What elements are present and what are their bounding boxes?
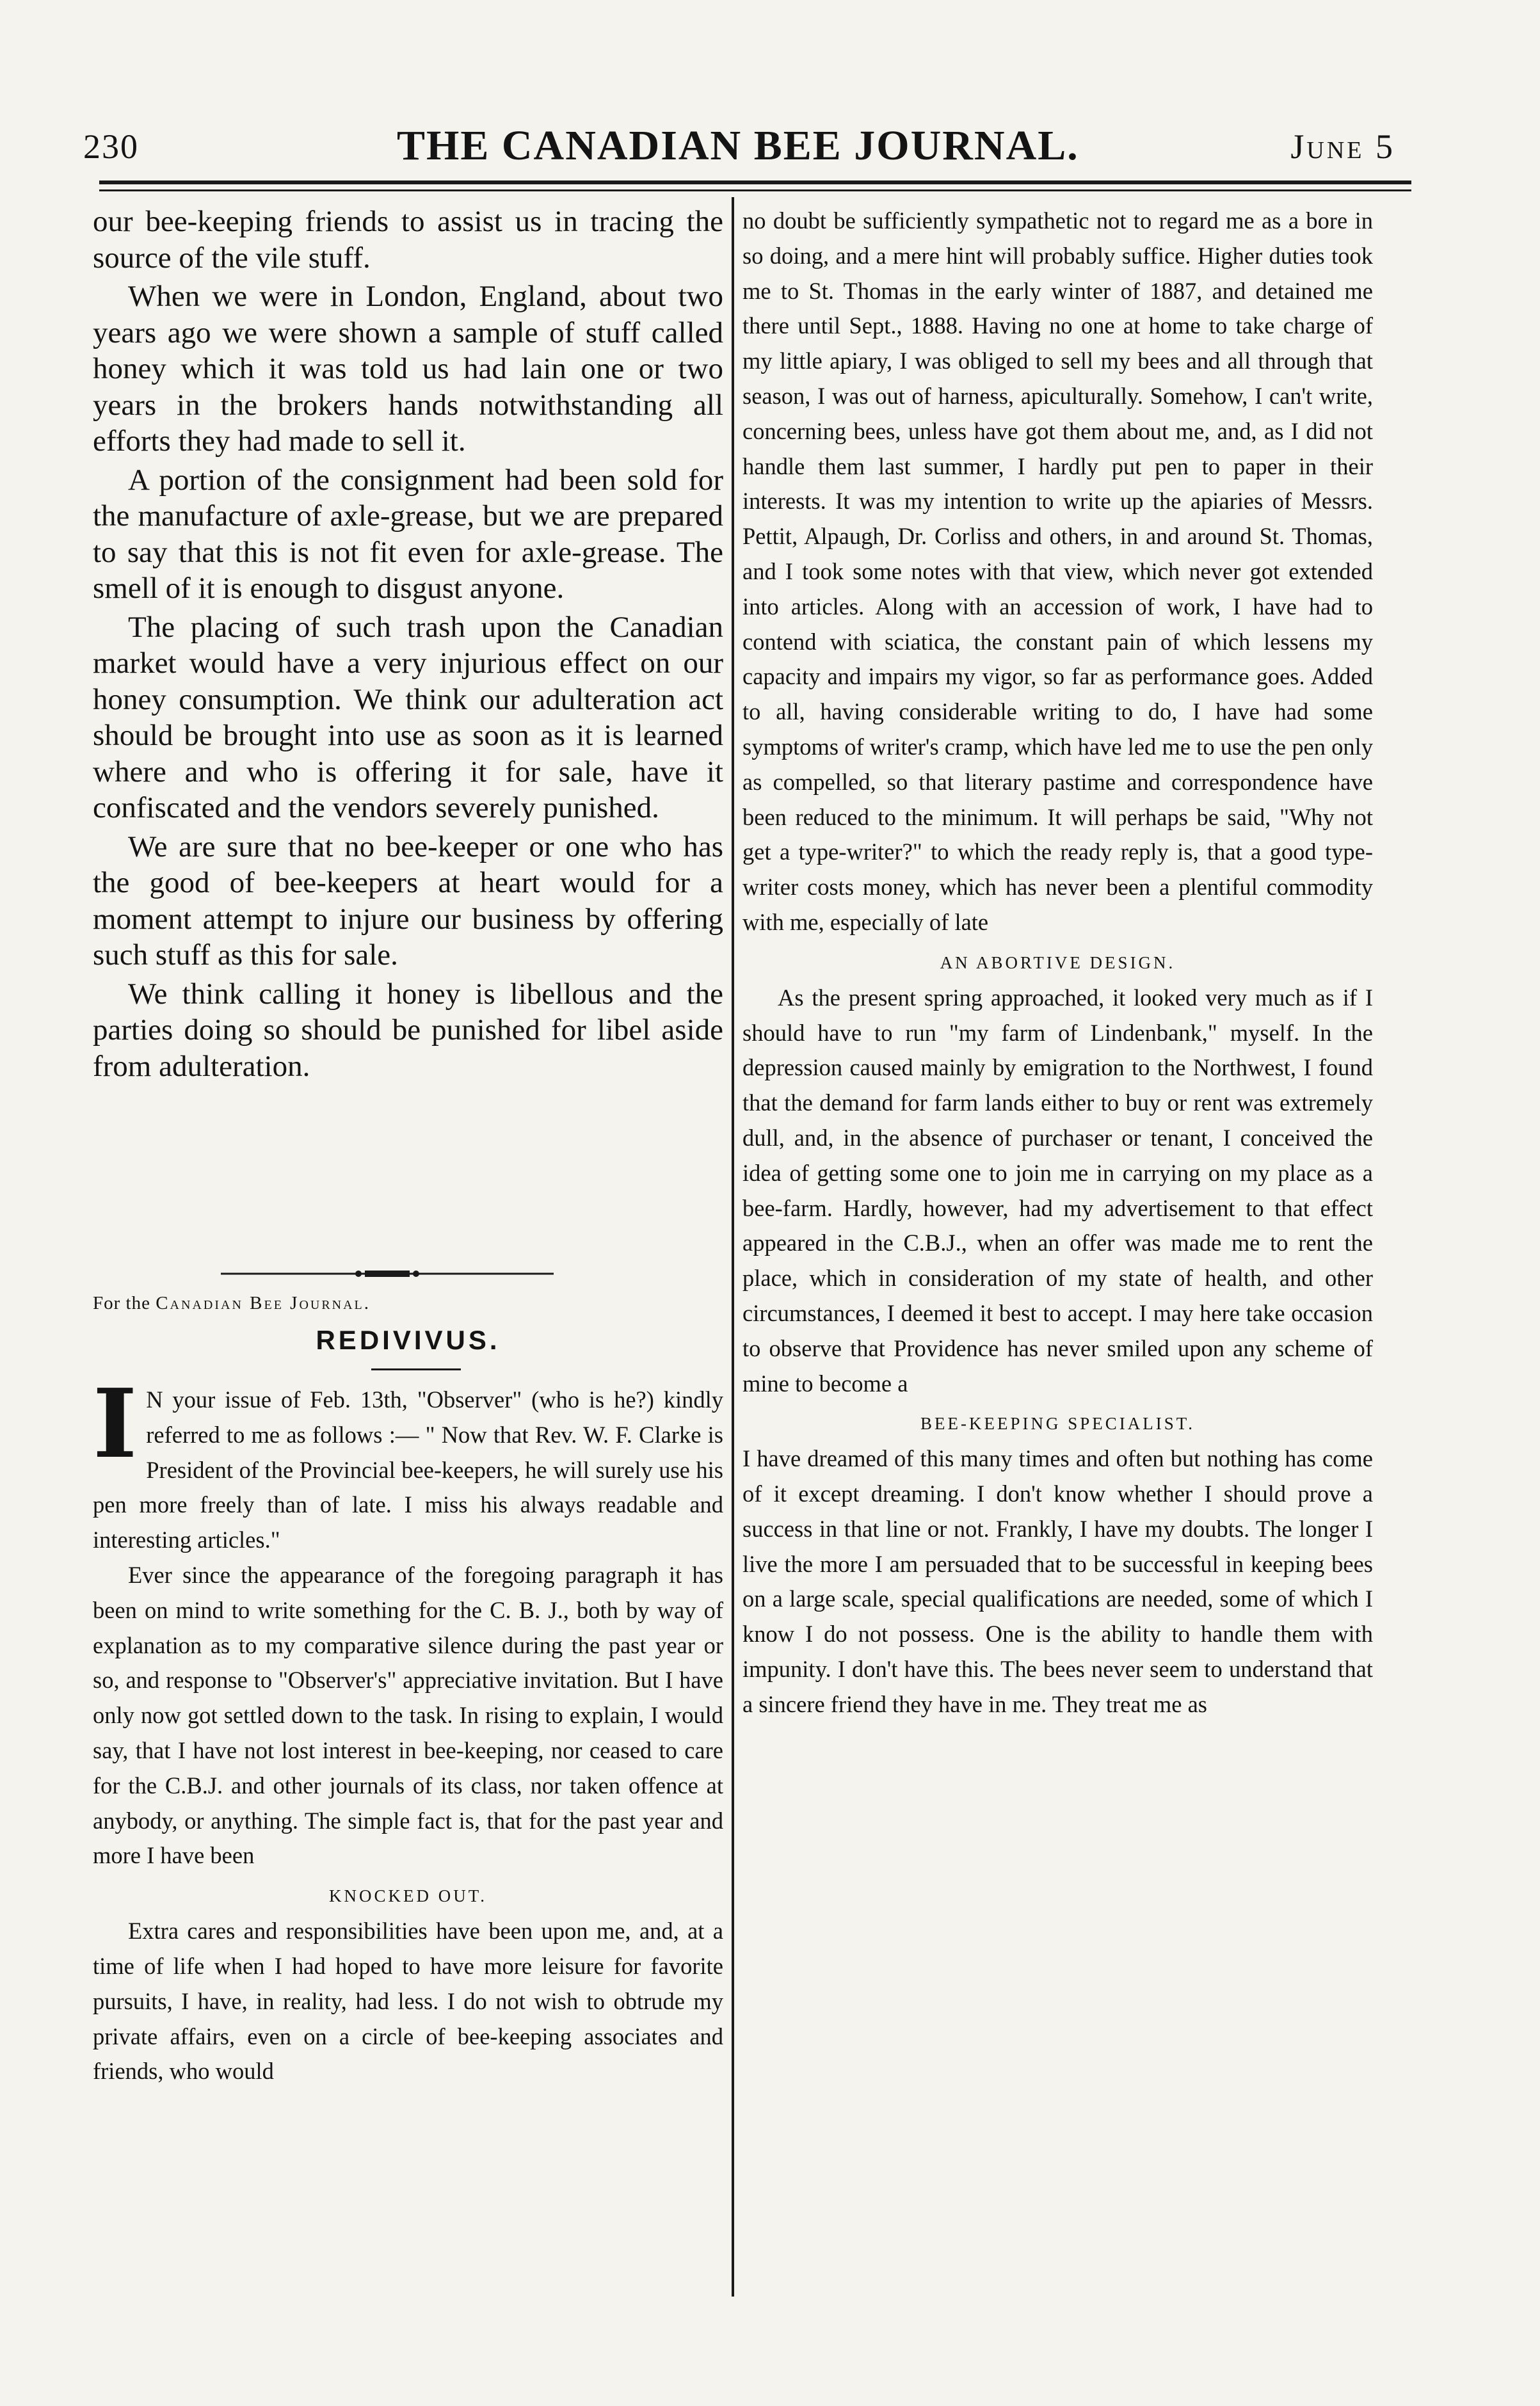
subhead-bee-keeping-specialist: BEE-KEEPING SPECIALIST. xyxy=(920,1414,1195,1434)
article-paragraph: As the present spring approached, it looked very much as if I should have to run "my farm of Lindenbank," myself. In the depression caused mainly by emigration to the Northwest, I found that the demand for farm lands either to buy or rent was extremely dull, and, in the absence of purchaser or tenant, I conceived the idea of getting some one to join me in carrying on my place as a bee-farm. Hardly, however, had my advertisement to that effect appeared in the C.B.J., when an offer was made me to rent the place, which in consideration of my state of health, and other circumstances, I deemed it best to accept. I may here take occasion to observe that Providence has never smiled upon any scheme of mine to become a xyxy=(742,984,1373,1397)
section-ornament xyxy=(221,1267,554,1280)
article-title: REDIVIVUS. xyxy=(316,1325,501,1355)
article-paragraph: I have dreamed of this many times and often but nothing has come of it except dreaming. I don't know whether I should prove a success in that line or not. Frankly, I have my doubts. The longer I live the more I am persuaded that to be successful in keeping bees on a large scale, special qualifications are needed, some of which I know I do not possess. One is the ability to handle them with impunity. I don't have this. The bees never seem to understand that a sincere friend they have in me. They treat me as xyxy=(742,1445,1373,1717)
article-paragraph: Ever since the appearance of the foregoing paragraph it has been on mind to write something for the C. B. J., both by way of explanation as to my comparative silence during the past year or so, and response to "Observer's" appreciative invitation. But I have only now got settled down to the task. In rising to explain, I would say, that I have not lost interest in bee-keeping, nor ceased to care for the C.B.J. and other journals of its class, nor taken offence at anybody, or anything. The simple fact is, that for the past year and more I have been xyxy=(93,1561,723,1869)
article-intro xyxy=(93,1368,723,1558)
article-intro-text: N your issue of Feb. 13th, "Observer" (who is he?) kindly referred to me as follows :— " Now that Rev. W. F. Clarke is President of the Provincial bee-keepers, he will surely use his pen more freely than of late. I miss his always readable and interesting articles." xyxy=(93,1386,723,1553)
page-header xyxy=(83,122,1395,179)
editorial-paragraph: A portion of the consignment had been sold for the manufacture of axle-grease, but we are prepared to say that this is not fit even for axle-grease. The smell of it is enough to disgust anyone. xyxy=(93,463,723,605)
editorial-paragraph: The placing of such trash upon the Canadian market would have a very injurious effect on our honey consumption. We think our adulteration act should be brought into use as soon as it is learned where and who is offering it for sale, have it confiscated and the vendors severely punished. xyxy=(93,610,723,824)
credit-journal: Canadian Bee Journal. xyxy=(156,1293,371,1313)
header-rule-thick xyxy=(99,180,1411,184)
editorial-paragraph: We are sure that no bee-keeper or one who has the good of bee-keepers at heart would for a moment attempt to injure our business by offering such stuff as this for sale. xyxy=(93,830,723,972)
article-right-column xyxy=(742,204,1373,1722)
editorial-text xyxy=(93,204,723,1087)
article-left-column xyxy=(93,1368,723,2089)
subhead-abortive-design: AN ABORTIVE DESIGN. xyxy=(940,952,1176,972)
editorial-paragraph: When we were in London, England, about two years ago we were shown a sample of stuff called honey which it was told us had lain one or two years in the brokers hands notwithstanding all efforts they had made to sell it. xyxy=(93,280,723,458)
credit-prefix: For the xyxy=(93,1293,150,1313)
header-rule-thin xyxy=(99,189,1411,191)
issue-date: June 5 xyxy=(1290,127,1395,166)
subhead-knocked-out: KNOCKED OUT. xyxy=(329,1886,487,1906)
page-number: 230 xyxy=(83,127,139,166)
drop-cap: I xyxy=(93,1368,138,1479)
article-credit xyxy=(93,1293,371,1314)
article-paragraph: no doubt be sufficiently sympathetic not to regard me as a bore in so doing, and a mere hint will probably suffice. Higher duties took me to St. Thomas in the early winter of 1887, and detained me there until Sept., 1888. Having no one at home to take charge of my little apiary, I was obliged to sell my bees and all through that season, I was out of harness, apiculturally. Somehow, I can't write, concerning bees, unless have got them about me, and, as I did not handle them last summer, I hardly put pen to paper in their interests. It was my intention to write up the apiaries of Messrs. Pettit, Alpaugh, Dr. Corliss and others, in and around St. Thomas, and I took some notes with that view, which never got extended into articles. Along with an accession of work, I have had to contend with sciatica, the constant pain of which lessens my capacity and impairs my vigor, so far as performance goes. Added to all, having considerable writing to do, I have had some symptoms of writer's cramp, which have led me to use the pen only as compelled, so that literary pastime and correspondence have been reduced to the minimum. It will perhaps be said, "Why not get a type-writer?" to which the ready reply is, that a good type-writer costs money, which has never been a plentiful commodity with me, especially of late xyxy=(742,207,1373,935)
column-divider xyxy=(732,197,734,2297)
editorial-paragraph: our bee-keeping friends to assist us in tracing the source of the vile stuff. xyxy=(93,205,723,275)
editorial-paragraph: We think calling it honey is libellous and the parties doing so should be punished for libel aside from adulteration. xyxy=(93,977,723,1083)
journal-title: THE CANADIAN BEE JOURNAL. xyxy=(397,122,1079,169)
article-paragraph: Extra cares and responsibilities have been upon me, and, at a time of life when I had hoped to have more leisure for favorite pursuits, I have, in reality, had less. I do not wish to obtrude my private affairs, even on a circle of bee-keeping associates and friends, who would xyxy=(93,1918,723,2085)
title-rule xyxy=(371,1368,461,1370)
